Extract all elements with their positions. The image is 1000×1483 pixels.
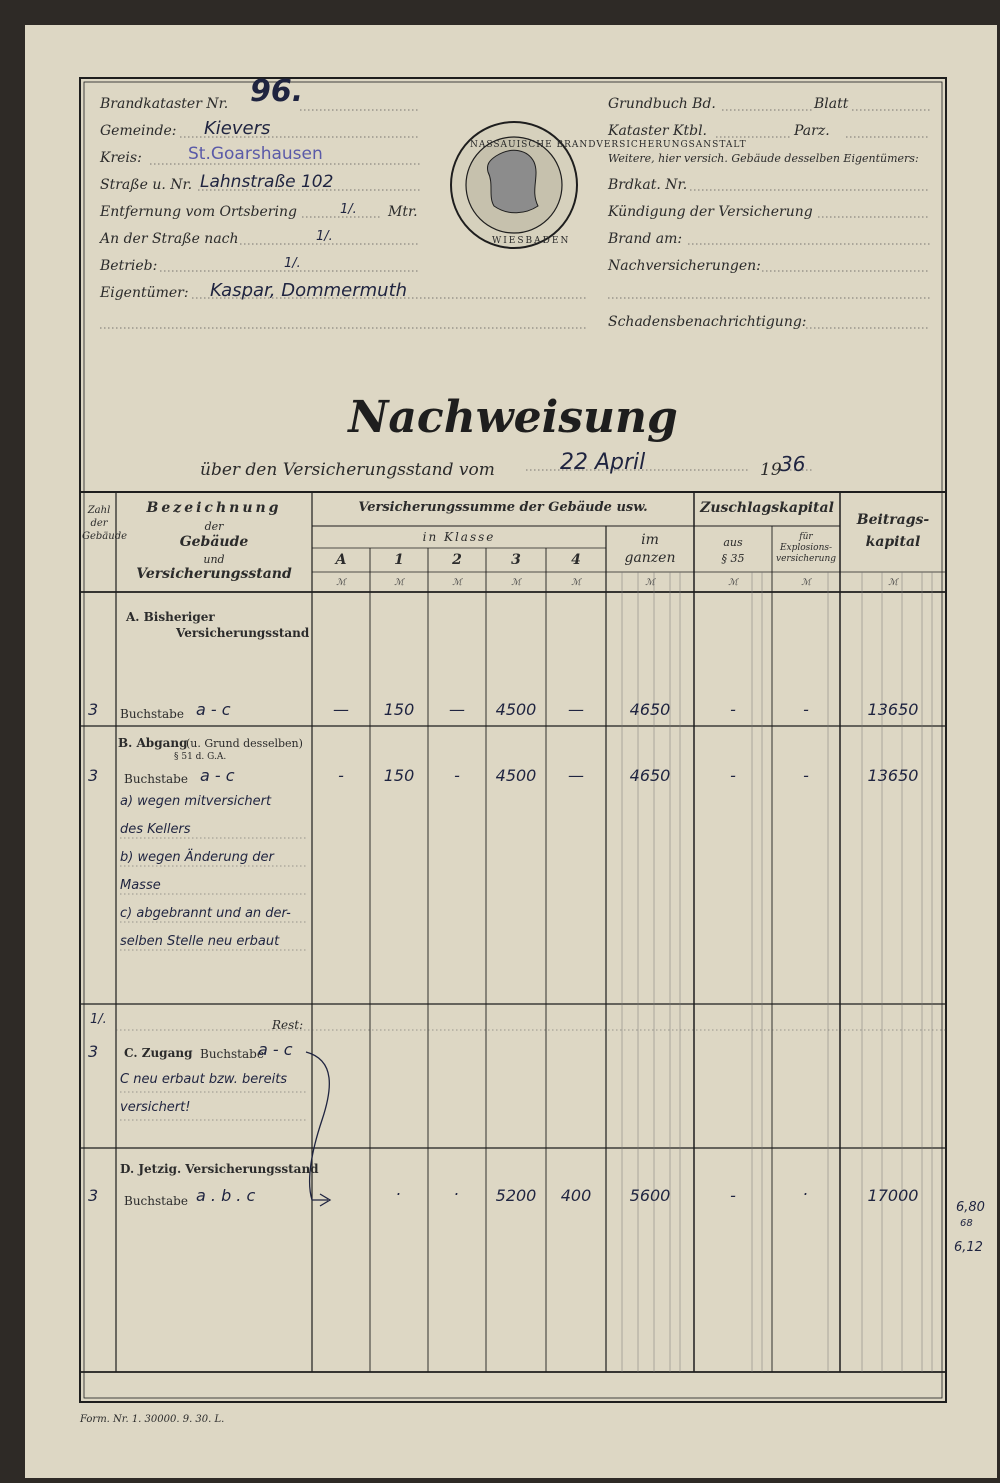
header-zahl: Zahl der Gebäude — [82, 505, 128, 542]
row-b-klasse-2: - — [454, 766, 460, 785]
row-b-klasse-a: - — [338, 766, 344, 785]
hw-betrieb: 1/. — [284, 256, 301, 271]
seal-text: NASSAUISCHE BRANDVERSICHERUNGSANSTALT — [470, 140, 747, 150]
mark-symbol: ℳ — [511, 578, 521, 588]
row-b-klasse-3: 4500 — [495, 766, 537, 785]
label-kataster: Kataster Ktbl. — [608, 123, 707, 139]
header-der: der — [204, 520, 224, 533]
mark-symbol: ℳ — [336, 578, 346, 588]
section-c-title: C. Zugang — [124, 1046, 193, 1060]
header-klasse-4: 4 — [571, 552, 581, 568]
row-c-zahl: 3 — [88, 1042, 99, 1061]
row-d-klasse-4: 400 — [560, 1186, 592, 1205]
year-prefix: 19 — [760, 460, 782, 480]
label-gemeinde: Gemeinde: — [100, 123, 177, 139]
row-b-note: des Kellers — [120, 822, 191, 837]
row-c-note: C neu erbaut bzw. bereits — [120, 1072, 288, 1087]
row-b-im-ganzen: 4650 — [629, 766, 671, 785]
row-d-im-ganzen: 5600 — [629, 1186, 671, 1205]
label-brand-am: Brand am: — [608, 231, 683, 247]
row-d-klasse-2: . — [454, 1180, 460, 1199]
header-klasse-1: 1 — [394, 552, 404, 568]
header-zuschlagskapital: Zuschlagskapital — [700, 500, 834, 516]
margin-note: 68 — [960, 1218, 973, 1229]
header-beitrags: Beitrags- — [856, 512, 930, 528]
mark-symbol: ℳ — [645, 578, 655, 588]
row-b-note: Masse — [120, 878, 161, 893]
mark-symbol: ℳ — [394, 578, 404, 588]
row-b-note: a) wegen mitversichert — [120, 794, 272, 809]
label-blatt: Blatt — [814, 96, 849, 112]
hw-entfernung: 1/. — [340, 202, 357, 217]
row-a-klasse-1: 150 — [383, 700, 415, 719]
margin-note: 6,12 — [954, 1240, 983, 1255]
header-in-klasse: in Klasse — [422, 530, 496, 544]
row-b-note: b) wegen Änderung der — [120, 850, 274, 865]
section-b-title: B. Abgang — [118, 736, 188, 750]
stamp-kreis: St.Goarshausen — [188, 144, 323, 164]
row-d-klasse-3: 5200 — [495, 1186, 537, 1205]
row-b-note: selben Stelle neu erbaut — [120, 934, 280, 949]
label-parz: Parz. — [794, 123, 830, 139]
header-explosion: für Explosions-versicherung — [775, 532, 837, 564]
hw-jahr: 36 — [780, 452, 806, 476]
row-b-beitrag: 13650 — [867, 766, 919, 785]
label-eigentuemer: Eigentümer: — [100, 285, 189, 301]
row-a-klasse-3: 4500 — [495, 700, 537, 719]
label-mtr: Mtr. — [388, 204, 418, 220]
row-b-buchstabe: a - c — [200, 766, 235, 785]
row-a-aus35: - — [730, 700, 736, 719]
row-b-explosion: - — [803, 766, 809, 785]
header-klasse-3: 3 — [511, 552, 521, 568]
header-paragraph: § 35 — [721, 552, 745, 565]
row-a-explosion: - — [803, 700, 809, 719]
header-und: und — [203, 553, 225, 566]
hw-an-der-strasse: 1/. — [316, 229, 333, 244]
hw-brandkataster-nr: 96. — [250, 74, 304, 109]
label-weitere: Weitere, hier versich. Gebäude desselben Eigentümers: — [608, 152, 919, 165]
row-a-klasse-2: — — [449, 700, 465, 719]
row-b-aus35: - — [730, 766, 736, 785]
row-a-beitrag: 13650 — [867, 700, 919, 719]
row-d-beitrag: 17000 — [867, 1186, 919, 1205]
label-strasse: Straße u. Nr. — [100, 177, 193, 193]
mark-symbol: ℳ — [888, 578, 898, 588]
section-b-paragraph: § 51 d. G.A. — [174, 752, 227, 762]
label-kuendigung: Kündigung der Versicherung — [608, 204, 813, 220]
row-a-zahl: 3 — [88, 700, 99, 719]
row-b-klasse-4: — — [568, 766, 584, 785]
section-d-title: D. Jetzig. Versicherungsstand — [120, 1162, 319, 1176]
margin-note: 6,80 — [956, 1200, 985, 1215]
row-a-im-ganzen: 4650 — [629, 700, 671, 719]
mark-symbol: ℳ — [452, 578, 462, 588]
header-versicherungsstand: Versicherungsstand — [136, 566, 292, 582]
section-a-subtitle: Versicherungsstand — [176, 626, 310, 640]
hw-strasse: Lahnstraße 102 — [200, 172, 334, 192]
form-footer: Form. Nr. 1. 30000. 9. 30. L. — [80, 1414, 225, 1425]
row-c-buchstabe: a - c — [258, 1040, 293, 1059]
header-im: im — [641, 532, 659, 548]
hw-gemeinde: Kievers — [204, 118, 271, 139]
header-kapital: kapital — [865, 534, 921, 550]
row-b-zahl: 3 — [88, 766, 99, 785]
subtitle: über den Versicherungsstand vom — [200, 460, 495, 480]
hw-datum: 22 April — [560, 450, 646, 475]
label-brandkataster: Brandkataster Nr. — [100, 96, 229, 112]
row-a-klasse-a: — — [333, 700, 349, 719]
section-b-suffix: (u. Grund desselben) — [186, 737, 303, 750]
header-bezeichnung: Bezeichnung — [146, 500, 282, 516]
label-nachversicherungen: Nachversicherungen: — [608, 258, 761, 274]
section-a-title: A. Bisheriger — [126, 610, 215, 624]
mark-symbol: ℳ — [571, 578, 581, 588]
row-d-buchstabe: a . b . c — [196, 1186, 256, 1205]
label-kreis: Kreis: — [100, 150, 142, 166]
label-schadens: Schadensbenachrichtigung: — [608, 314, 807, 330]
row-c-note: versichert! — [120, 1100, 191, 1115]
row-b-klasse-1: 150 — [383, 766, 415, 785]
seal-city: WIESBADEN — [492, 236, 571, 246]
header-aus: aus — [723, 536, 743, 549]
label-entfernung: Entfernung vom Ortsbering — [100, 204, 297, 220]
label-buchstabe: Buchstabe — [200, 1047, 264, 1061]
row-a-klasse-4: — — [568, 700, 584, 719]
row-d-klasse-1: . — [396, 1180, 402, 1199]
row-rest-zahl: 1/. — [90, 1012, 107, 1027]
row-d-aus35: - — [730, 1186, 736, 1205]
label-betrieb: Betrieb: — [100, 258, 158, 274]
row-b-note: c) abgebrannt und an der- — [120, 906, 291, 921]
hw-eigentuemer: Kaspar, Dommermuth — [210, 280, 408, 301]
header-klasse-a: A — [335, 552, 347, 568]
header-klasse-2: 2 — [452, 552, 462, 568]
header-gebaeude: Gebäude — [179, 534, 249, 550]
row-d-zahl: 3 — [88, 1186, 99, 1205]
label-grundbuch: Grundbuch Bd. — [608, 96, 716, 112]
label-buchstabe: Buchstabe — [124, 1194, 188, 1208]
label-an-der-strasse: An der Straße nach — [100, 231, 239, 247]
mark-symbol: ℳ — [728, 578, 738, 588]
label-rest: Rest: — [272, 1018, 304, 1032]
header-ganzen: ganzen — [624, 550, 676, 566]
row-a-buchstabe: a - c — [196, 700, 231, 719]
row-d-explosion: . — [803, 1180, 809, 1199]
label-brdkat: Brdkat. Nr. — [608, 177, 688, 193]
label-buchstabe: Buchstabe — [120, 707, 184, 721]
label-buchstabe: Buchstabe — [124, 772, 188, 786]
page-title: Nachweisung — [348, 392, 678, 443]
mark-symbol: ℳ — [801, 578, 811, 588]
header-versicherungssumme: Versicherungssumme der Gebäude usw. — [358, 500, 648, 515]
